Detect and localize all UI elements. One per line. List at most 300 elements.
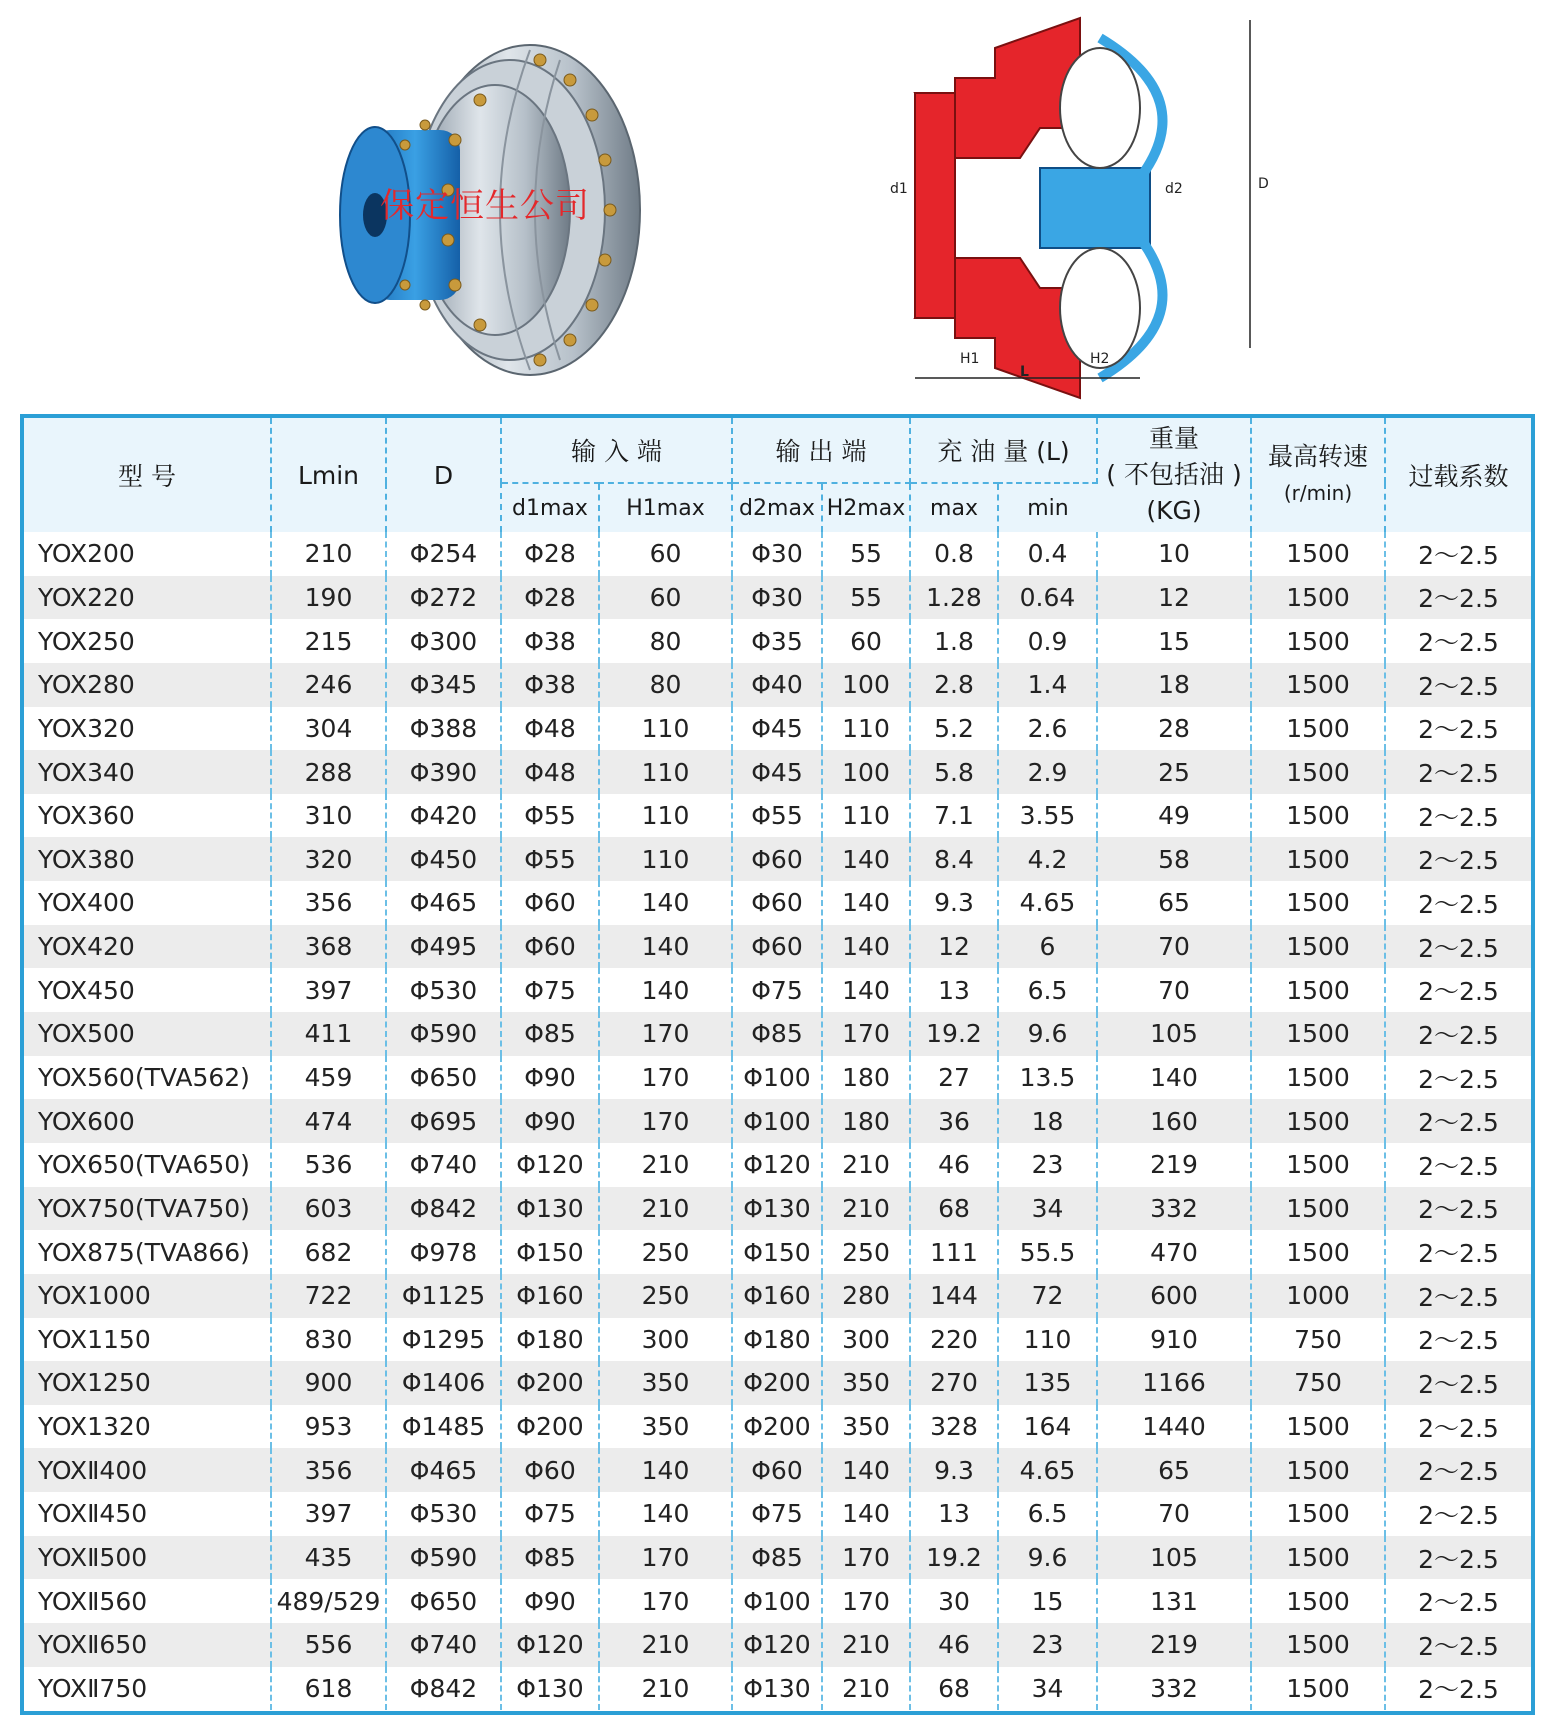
table-cell: 1500 xyxy=(1251,619,1385,663)
table-cell: 60 xyxy=(599,532,732,576)
table-cell: 70 xyxy=(1097,1492,1251,1536)
table-cell: 170 xyxy=(822,1579,910,1623)
section-drawing xyxy=(890,18,1360,398)
table-cell: 2～2.5 xyxy=(1385,663,1531,707)
table-cell: 60 xyxy=(822,619,910,663)
table-cell: 910 xyxy=(1097,1318,1251,1362)
table-cell: 1500 xyxy=(1251,1230,1385,1274)
table-row xyxy=(24,968,1531,1012)
table-cell: 2～2.5 xyxy=(1385,576,1531,620)
table-cell: 2～2.5 xyxy=(1385,532,1531,576)
table-cell: Φ55 xyxy=(501,794,599,838)
header-weight xyxy=(1097,418,1251,532)
table-row xyxy=(24,1448,1531,1492)
table-cell: 9.6 xyxy=(998,1536,1097,1580)
table-cell: 397 xyxy=(271,968,386,1012)
table-cell: 18 xyxy=(1097,663,1251,707)
table-cell: 80 xyxy=(599,663,732,707)
table-cell: 10 xyxy=(1097,532,1251,576)
table-cell: 170 xyxy=(599,1056,732,1100)
table-cell: 55.5 xyxy=(998,1230,1097,1274)
table-cell: 1500 xyxy=(1251,1187,1385,1231)
table-cell: 190 xyxy=(271,576,386,620)
table-cell: Φ30 xyxy=(732,532,822,576)
table-cell: 2.8 xyxy=(910,663,998,707)
table-cell: Φ530 xyxy=(386,968,501,1012)
table-cell: 2～2.5 xyxy=(1385,1667,1531,1711)
table-cell: Φ180 xyxy=(501,1318,599,1362)
table-cell: 210 xyxy=(822,1143,910,1187)
table-cell: Φ695 xyxy=(386,1099,501,1143)
model-cell: YOX420 xyxy=(24,925,271,969)
header-output-group: 输 出 端 xyxy=(732,418,910,483)
table-cell: 25 xyxy=(1097,750,1251,794)
table-cell: 0.4 xyxy=(998,532,1097,576)
table-cell: 2～2.5 xyxy=(1385,925,1531,969)
table-row xyxy=(24,1056,1531,1100)
table-cell: 140 xyxy=(1097,1056,1251,1100)
table-cell: 1000 xyxy=(1251,1274,1385,1318)
table-cell: Φ38 xyxy=(501,619,599,663)
table-cell: 111 xyxy=(910,1230,998,1274)
table-cell: 4.2 xyxy=(998,837,1097,881)
header-speed-line2: (r/min) xyxy=(1283,481,1353,505)
table-cell: 36 xyxy=(910,1099,998,1143)
table-cell: 1500 xyxy=(1251,1623,1385,1667)
table-cell: 1.4 xyxy=(998,663,1097,707)
spec-table xyxy=(24,418,1531,1710)
table-cell: 68 xyxy=(910,1667,998,1711)
table-cell: 110 xyxy=(822,707,910,751)
table-cell: 3.55 xyxy=(998,794,1097,838)
table-cell: 618 xyxy=(271,1667,386,1711)
model-cell: YOX450 xyxy=(24,968,271,1012)
table-cell: 750 xyxy=(1251,1361,1385,1405)
table-cell: Φ465 xyxy=(386,881,501,925)
table-cell: 210 xyxy=(822,1623,910,1667)
table-cell: 356 xyxy=(271,881,386,925)
table-cell: 328 xyxy=(910,1405,998,1449)
table-cell: 368 xyxy=(271,925,386,969)
table-cell: 70 xyxy=(1097,925,1251,969)
table-cell: Φ650 xyxy=(386,1579,501,1623)
table-cell: 140 xyxy=(599,1492,732,1536)
table-cell: Φ1485 xyxy=(386,1405,501,1449)
table-cell: Φ130 xyxy=(501,1187,599,1231)
table-cell: 300 xyxy=(599,1318,732,1362)
table-cell: 105 xyxy=(1097,1536,1251,1580)
table-cell: Φ75 xyxy=(732,968,822,1012)
model-cell: YOXⅡ750 xyxy=(24,1667,271,1711)
table-cell: Φ1125 xyxy=(386,1274,501,1318)
table-cell: 603 xyxy=(271,1187,386,1231)
table-cell: 34 xyxy=(998,1187,1097,1231)
table-cell: 332 xyxy=(1097,1667,1251,1711)
header-oil-group: 充 油 量 (L) xyxy=(910,418,1097,483)
table-row xyxy=(24,1361,1531,1405)
table-cell: 411 xyxy=(271,1012,386,1056)
table-row xyxy=(24,576,1531,620)
H1-label: H1 xyxy=(960,351,980,367)
d2-label: d2 xyxy=(1165,181,1183,197)
header-d2max: d2max xyxy=(732,483,822,532)
table-cell: 170 xyxy=(822,1536,910,1580)
table-cell: Φ200 xyxy=(732,1361,822,1405)
table-cell: 2～2.5 xyxy=(1385,1012,1531,1056)
table-cell: 2～2.5 xyxy=(1385,794,1531,838)
table-row xyxy=(24,1579,1531,1623)
table-cell: 1500 xyxy=(1251,968,1385,1012)
table-cell: 830 xyxy=(271,1318,386,1362)
table-cell: 470 xyxy=(1097,1230,1251,1274)
header-speed xyxy=(1251,418,1385,532)
table-cell: Φ200 xyxy=(501,1361,599,1405)
model-cell: YOX875(TVA866) xyxy=(24,1230,271,1274)
table-cell: Φ150 xyxy=(732,1230,822,1274)
table-row xyxy=(24,1667,1531,1711)
header-d: D xyxy=(386,418,501,532)
table-cell: 270 xyxy=(910,1361,998,1405)
table-cell: 140 xyxy=(599,925,732,969)
table-cell: 1500 xyxy=(1251,1099,1385,1143)
table-cell: Φ38 xyxy=(501,663,599,707)
table-row xyxy=(24,1492,1531,1536)
table-cell: 1500 xyxy=(1251,794,1385,838)
table-cell: 140 xyxy=(822,1448,910,1492)
table-cell: 140 xyxy=(822,925,910,969)
table-cell: 900 xyxy=(271,1361,386,1405)
table-cell: 23 xyxy=(998,1623,1097,1667)
table-cell: 1500 xyxy=(1251,1012,1385,1056)
table-cell: 18 xyxy=(998,1099,1097,1143)
table-cell: 180 xyxy=(822,1099,910,1143)
table-cell: Φ200 xyxy=(732,1405,822,1449)
table-cell: 2.9 xyxy=(998,750,1097,794)
table-cell: 489/529 xyxy=(271,1579,386,1623)
table-cell: 304 xyxy=(271,707,386,751)
model-cell: YOX1150 xyxy=(24,1318,271,1362)
table-cell: 2～2.5 xyxy=(1385,1056,1531,1100)
table-cell: 1500 xyxy=(1251,1536,1385,1580)
table-cell: Φ740 xyxy=(386,1623,501,1667)
model-cell: YOX500 xyxy=(24,1012,271,1056)
table-cell: Φ55 xyxy=(732,794,822,838)
table-cell: 1500 xyxy=(1251,576,1385,620)
table-row xyxy=(24,1405,1531,1449)
table-cell: Φ120 xyxy=(732,1623,822,1667)
table-row xyxy=(24,1143,1531,1187)
table-cell: 0.9 xyxy=(998,619,1097,663)
table-cell: Φ160 xyxy=(501,1274,599,1318)
table-cell: 2～2.5 xyxy=(1385,1623,1531,1667)
table-cell: 2～2.5 xyxy=(1385,1492,1531,1536)
table-cell: 2.6 xyxy=(998,707,1097,751)
table-cell: 2～2.5 xyxy=(1385,1230,1531,1274)
table-cell: 210 xyxy=(822,1667,910,1711)
table-cell: 0.8 xyxy=(910,532,998,576)
table-cell: 600 xyxy=(1097,1274,1251,1318)
table-cell: 140 xyxy=(822,837,910,881)
table-cell: 1500 xyxy=(1251,532,1385,576)
header-oil-min: min xyxy=(998,483,1097,532)
table-cell: 397 xyxy=(271,1492,386,1536)
table-cell: 65 xyxy=(1097,1448,1251,1492)
table-cell: 19.2 xyxy=(910,1536,998,1580)
table-cell: Φ45 xyxy=(732,707,822,751)
table-cell: 210 xyxy=(599,1187,732,1231)
table-cell: 474 xyxy=(271,1099,386,1143)
table-cell: 1500 xyxy=(1251,925,1385,969)
table-row xyxy=(24,750,1531,794)
table-cell: Φ180 xyxy=(732,1318,822,1362)
table-cell: 100 xyxy=(822,663,910,707)
header-h1max: H1max xyxy=(599,483,732,532)
table-cell: 2～2.5 xyxy=(1385,1448,1531,1492)
table-cell: 4.65 xyxy=(998,1448,1097,1492)
table-row xyxy=(24,1536,1531,1580)
table-cell: Φ90 xyxy=(501,1056,599,1100)
table-cell: 246 xyxy=(271,663,386,707)
table-cell: Φ60 xyxy=(501,881,599,925)
table-row xyxy=(24,1230,1531,1274)
table-row xyxy=(24,532,1531,576)
table-cell: Φ450 xyxy=(386,837,501,881)
table-cell: 28 xyxy=(1097,707,1251,751)
table-cell: 6.5 xyxy=(998,1492,1097,1536)
table-cell: Φ120 xyxy=(501,1143,599,1187)
table-cell: Φ60 xyxy=(732,837,822,881)
table-cell: Φ60 xyxy=(732,1448,822,1492)
table-cell: 46 xyxy=(910,1143,998,1187)
table-cell: 722 xyxy=(271,1274,386,1318)
table-cell: 8.4 xyxy=(910,837,998,881)
table-cell: 2～2.5 xyxy=(1385,1099,1531,1143)
table-cell: Φ842 xyxy=(386,1667,501,1711)
table-cell: 110 xyxy=(822,794,910,838)
table-row xyxy=(24,1012,1531,1056)
table-cell: 12 xyxy=(1097,576,1251,620)
table-row xyxy=(24,1099,1531,1143)
table-cell: Φ90 xyxy=(501,1099,599,1143)
table-cell: 682 xyxy=(271,1230,386,1274)
table-row xyxy=(24,619,1531,663)
d1-label: d1 xyxy=(890,181,908,197)
table-cell: 6 xyxy=(998,925,1097,969)
table-cell: 220 xyxy=(910,1318,998,1362)
table-cell: 310 xyxy=(271,794,386,838)
table-cell: 46 xyxy=(910,1623,998,1667)
table-cell: 110 xyxy=(998,1318,1097,1362)
table-cell: 140 xyxy=(822,1492,910,1536)
table-cell: Φ150 xyxy=(501,1230,599,1274)
table-cell: 6.5 xyxy=(998,968,1097,1012)
table-cell: 2～2.5 xyxy=(1385,1579,1531,1623)
table-cell: 70 xyxy=(1097,968,1251,1012)
header-weight-line1: 重量 xyxy=(1148,424,1199,453)
table-cell: 140 xyxy=(599,1448,732,1492)
table-cell: 144 xyxy=(910,1274,998,1318)
table-cell: 332 xyxy=(1097,1187,1251,1231)
table-cell: Φ590 xyxy=(386,1012,501,1056)
table-cell: Φ60 xyxy=(732,925,822,969)
table-cell: 140 xyxy=(599,881,732,925)
header-input-group: 输 入 端 xyxy=(501,418,732,483)
table-cell: 170 xyxy=(599,1536,732,1580)
header-h2max: H2max xyxy=(822,483,910,532)
model-cell: YOX1250 xyxy=(24,1361,271,1405)
D-label: D xyxy=(1258,176,1269,192)
table-cell: 140 xyxy=(822,881,910,925)
table-cell: Φ740 xyxy=(386,1143,501,1187)
table-cell: 4.65 xyxy=(998,881,1097,925)
table-row xyxy=(24,794,1531,838)
table-cell: Φ85 xyxy=(732,1012,822,1056)
cross-section-diagram xyxy=(890,18,1360,398)
model-cell: YOX400 xyxy=(24,881,271,925)
table-cell: Φ590 xyxy=(386,1536,501,1580)
table-cell: Φ75 xyxy=(501,1492,599,1536)
header-oil-max: max xyxy=(910,483,998,532)
table-header xyxy=(24,418,1531,532)
table-cell: 140 xyxy=(822,968,910,1012)
table-cell: 58 xyxy=(1097,837,1251,881)
table-cell: 140 xyxy=(599,968,732,1012)
table-cell: 2～2.5 xyxy=(1385,881,1531,925)
table-body xyxy=(24,532,1531,1710)
table-cell: 30 xyxy=(910,1579,998,1623)
table-cell: 350 xyxy=(822,1405,910,1449)
table-cell: 219 xyxy=(1097,1143,1251,1187)
table-cell: 80 xyxy=(599,619,732,663)
header-weight-line2: ( 不包括油 ) xyxy=(1106,460,1242,489)
table-cell: 13.5 xyxy=(998,1056,1097,1100)
table-cell: Φ40 xyxy=(732,663,822,707)
model-cell: YOX320 xyxy=(24,707,271,751)
header-overload: 过载系数 xyxy=(1385,418,1531,532)
table-cell: Φ90 xyxy=(501,1579,599,1623)
table-cell: 72 xyxy=(998,1274,1097,1318)
table-cell: Φ55 xyxy=(501,837,599,881)
table-cell: 750 xyxy=(1251,1318,1385,1362)
model-cell: YOX750(TVA750) xyxy=(24,1187,271,1231)
table-cell: Φ345 xyxy=(386,663,501,707)
table-cell: Φ35 xyxy=(732,619,822,663)
table-cell: Φ100 xyxy=(732,1579,822,1623)
table-cell: 435 xyxy=(271,1536,386,1580)
table-cell: 953 xyxy=(271,1405,386,1449)
table-cell: Φ160 xyxy=(732,1274,822,1318)
table-cell: 350 xyxy=(599,1405,732,1449)
table-cell: Φ100 xyxy=(732,1099,822,1143)
header-d1max: d1max xyxy=(501,483,599,532)
table-cell: Φ48 xyxy=(501,707,599,751)
table-cell: Φ530 xyxy=(386,1492,501,1536)
table-cell: 1440 xyxy=(1097,1405,1251,1449)
table-cell: 55 xyxy=(822,532,910,576)
table-cell: 1500 xyxy=(1251,837,1385,881)
table-cell: 356 xyxy=(271,1448,386,1492)
table-cell: 180 xyxy=(822,1056,910,1100)
model-cell: YOXⅡ400 xyxy=(24,1448,271,1492)
table-row xyxy=(24,707,1531,751)
table-cell: 105 xyxy=(1097,1012,1251,1056)
table-cell: 210 xyxy=(599,1143,732,1187)
table-cell: 12 xyxy=(910,925,998,969)
table-cell: 459 xyxy=(271,1056,386,1100)
table-cell: 2～2.5 xyxy=(1385,1187,1531,1231)
table-cell: 1500 xyxy=(1251,1448,1385,1492)
table-cell: Φ30 xyxy=(732,576,822,620)
table-cell: Φ130 xyxy=(732,1187,822,1231)
table-cell: Φ85 xyxy=(501,1536,599,1580)
table-cell: 110 xyxy=(599,794,732,838)
table-cell: 288 xyxy=(271,750,386,794)
table-cell: 7.1 xyxy=(910,794,998,838)
table-cell: Φ130 xyxy=(732,1667,822,1711)
table-row xyxy=(24,1187,1531,1231)
table-cell: Φ120 xyxy=(732,1143,822,1187)
table-cell: 131 xyxy=(1097,1579,1251,1623)
table-cell: 19.2 xyxy=(910,1012,998,1056)
table-cell: 210 xyxy=(271,532,386,576)
table-cell: Φ85 xyxy=(501,1012,599,1056)
table-cell: 170 xyxy=(599,1579,732,1623)
table-cell: Φ650 xyxy=(386,1056,501,1100)
table-cell: 170 xyxy=(599,1099,732,1143)
table-cell: 1500 xyxy=(1251,707,1385,751)
header-speed-line1: 最高转速 xyxy=(1267,442,1368,471)
model-cell: YOX360 xyxy=(24,794,271,838)
table-cell: 9.3 xyxy=(910,1448,998,1492)
table-cell: 15 xyxy=(998,1579,1097,1623)
table-cell: Φ28 xyxy=(501,576,599,620)
table-cell: Φ75 xyxy=(501,968,599,1012)
table-cell: 34 xyxy=(998,1667,1097,1711)
table-cell: 9.6 xyxy=(998,1012,1097,1056)
table-cell: 280 xyxy=(822,1274,910,1318)
table-cell: 556 xyxy=(271,1623,386,1667)
table-cell: Φ130 xyxy=(501,1667,599,1711)
L-label: L xyxy=(1020,364,1029,380)
table-cell: Φ200 xyxy=(501,1405,599,1449)
table-cell: Φ465 xyxy=(386,1448,501,1492)
table-cell: Φ272 xyxy=(386,576,501,620)
table-cell: 2～2.5 xyxy=(1385,1405,1531,1449)
table-cell: 1500 xyxy=(1251,750,1385,794)
table-cell: Φ60 xyxy=(501,1448,599,1492)
header-weight-line3: (KG) xyxy=(1146,496,1202,525)
table-cell: Φ85 xyxy=(732,1536,822,1580)
table-cell: 219 xyxy=(1097,1623,1251,1667)
table-cell: Φ978 xyxy=(386,1230,501,1274)
table-cell: 1500 xyxy=(1251,663,1385,707)
table-cell: 1500 xyxy=(1251,1056,1385,1100)
table-cell: Φ28 xyxy=(501,532,599,576)
table-cell: Φ100 xyxy=(732,1056,822,1100)
table-cell: 110 xyxy=(599,750,732,794)
table-cell: 9.3 xyxy=(910,881,998,925)
model-cell: YOXⅡ450 xyxy=(24,1492,271,1536)
table-cell: 1.28 xyxy=(910,576,998,620)
table-cell: 1500 xyxy=(1251,1667,1385,1711)
table-cell: 1500 xyxy=(1251,1579,1385,1623)
model-cell: YOX250 xyxy=(24,619,271,663)
table-cell: 320 xyxy=(271,837,386,881)
table-cell: 68 xyxy=(910,1187,998,1231)
table-cell: 2～2.5 xyxy=(1385,750,1531,794)
table-cell: Φ388 xyxy=(386,707,501,751)
table-cell: Φ1295 xyxy=(386,1318,501,1362)
